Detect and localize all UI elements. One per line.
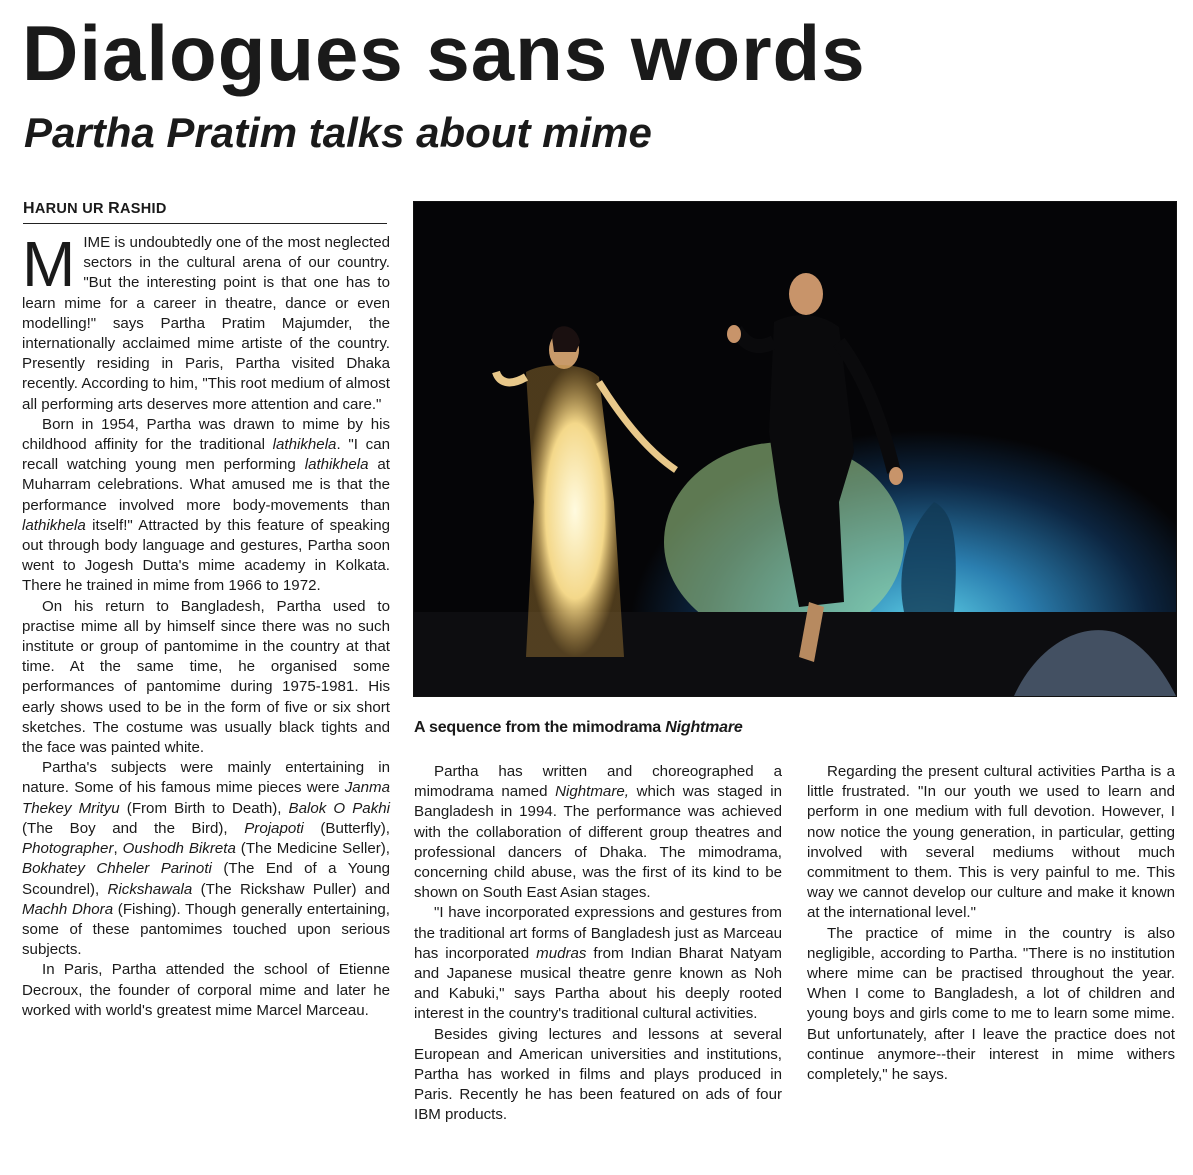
paragraph-7 [414,903,782,1024]
text-run: (The End of a Young Scoundrel), [22,860,390,898]
mime-piece-title: Projapoti [244,819,304,837]
mime-piece-title: Machh Dhora [22,900,114,918]
text-run: (Fishing). Though generally entertaining, some of these pantomimes touched upon serious subjects. [22,900,390,959]
paragraph-2 [22,415,390,597]
paragraph-4 [22,758,390,960]
drop-cap: M [22,228,76,300]
mime-piece-title: Bokhatey Chheler Parinoti [22,860,212,878]
byline-initial-2: R [108,200,121,217]
text-run: at Muharram celebrations. What amused me is that the performance involved more body-movements than [22,456,390,514]
text-run: "I have incorporated expressions and gestures from the traditional art forms of Bangladesh just as Marceau has incorporated [414,904,782,962]
text-run: (From Birth to Death), [119,799,289,817]
italic-term: lathikhela [22,516,86,534]
headline: Dialogues sans words [22,9,866,97]
mime-piece-title: Oushodh Bikreta [122,840,236,858]
paragraph-10: The practice of mime in the country is also negligible, according to Partha. "There is no institution where mime can be practised throughout the year. When I come to Bangladesh, a lot of children and young boys and girls come to me to learn some mime. But unfortunately, after I leave the practice does not continue anymore--their interest in mime withers completely," he says. [807,924,1175,1084]
byline-initial-1: H [23,200,35,217]
paragraph-1-text: IME is undoubtedly one of the most neglected sectors in the cultural arena of our country. "But the interesting point is that one has to learn mime for a career in theatre, dance or even modelling!" says Partha Pratim Majumder, the internationally acclaimed mime artiste of the country. Presently residing in Paris, Partha visited Dhaka recently. According to him, "This root medium of almost all performing arts deserves more attention and care." [22,234,390,413]
text-run: Partha has written and choreographed a mimodrama named [414,763,782,801]
caption-text: A sequence from the mimodrama [414,719,666,736]
byline [23,200,387,224]
mime-piece-title: Balok O Pakhi [288,799,390,817]
paragraph-8: Besides giving lectures and lessons at several European and American universities and institutions, Partha has worked in films and plays produced in Paris. Recently he has been featured on ads of four IBM products. [414,1025,782,1124]
italic-term: mudras [536,944,587,962]
text-run: . "I can recall watching young men performing [22,436,390,474]
mime-piece-title: Janma Thekey Mrityu [22,779,390,817]
caption-title: Nightmare [665,719,743,736]
subheadline: Partha Pratim talks about mime [24,109,652,156]
paragraph-1 [22,228,390,415]
text-run: Partha's subjects were mainly entertaining in nature. Some of his famous mime pieces were [22,759,390,797]
paragraph-5: In Paris, Partha attended the school of Etienne Decroux, the founder of corporal mime and later he worked with world's greatest mime Marcel Marceau. [22,961,390,1019]
italic-term: lathikhela [304,456,369,474]
mime-piece-title: Photographer [22,840,114,858]
text-run: from Indian Bharat Natyam and Japanese musical theatre genre known as Noh and Kabuki," says Partha about his deeply rooted interest in the country's traditional cultural activities. [414,944,782,1023]
text-run: , [113,840,123,858]
text-run: (The Rickshaw Puller) and [192,880,390,898]
text-run: (The Medicine Seller), [235,840,390,858]
stage-photo-illustration [414,202,1176,696]
byline-part-2: ASHID [120,201,167,217]
text-run: which was staged in Bangladesh in 1994. The performance was achieved with the collaboration of different group theatres and professional dancers of Dhaka. The mimodrama, concerning child abuse, was the first of its kind to be shown on South East Asian stages. [414,783,782,902]
paragraph-3: On his return to Bangladesh, Partha used to practise mime all by himself since there was no such institute or group of pantomime in the country at that time. At the same time, he organised some performances of pantomime during 1975-1981. His early shows used to be in the form of five or six short sketches. The costume was usually black tights and the face was painted white. [22,597,390,757]
text-run: Born in 1954, Partha was drawn to mime by his childhood affinity for the traditional [22,415,390,454]
paragraph-6 [414,762,782,903]
italic-term: Nightmare, [555,783,629,801]
text-run: (The Boy and the Bird), [22,819,245,837]
italic-term: lathikhela [272,436,337,454]
byline-part-1: ARUN UR [34,201,109,217]
article-column-2 [414,762,782,1126]
article-column-1 [22,228,390,1021]
text-run: (Butterfly), [303,819,390,837]
article-column-3 [807,762,1175,1085]
mime-piece-title: Rickshawala [107,880,193,898]
text-run: itself!" Attracted by this feature of speaking out through body language and gestures, Partha soon went to Jogesh Dutta's mime academy in Kolkata. There he trained in mime from 1966 to 1972. [22,516,390,595]
photo-caption [414,719,743,737]
stage-photo [413,201,1177,697]
paragraph-9: Regarding the present cultural activities Partha is a little frustrated. "In our youth we used to learn and perform in one medium with full devotion. However, I now notice the young generation, in particular, getting involved with several mediums without much commitment to them. This is very painful to me. This way we cannot develop our culture and make it known at the international level." [807,763,1175,922]
